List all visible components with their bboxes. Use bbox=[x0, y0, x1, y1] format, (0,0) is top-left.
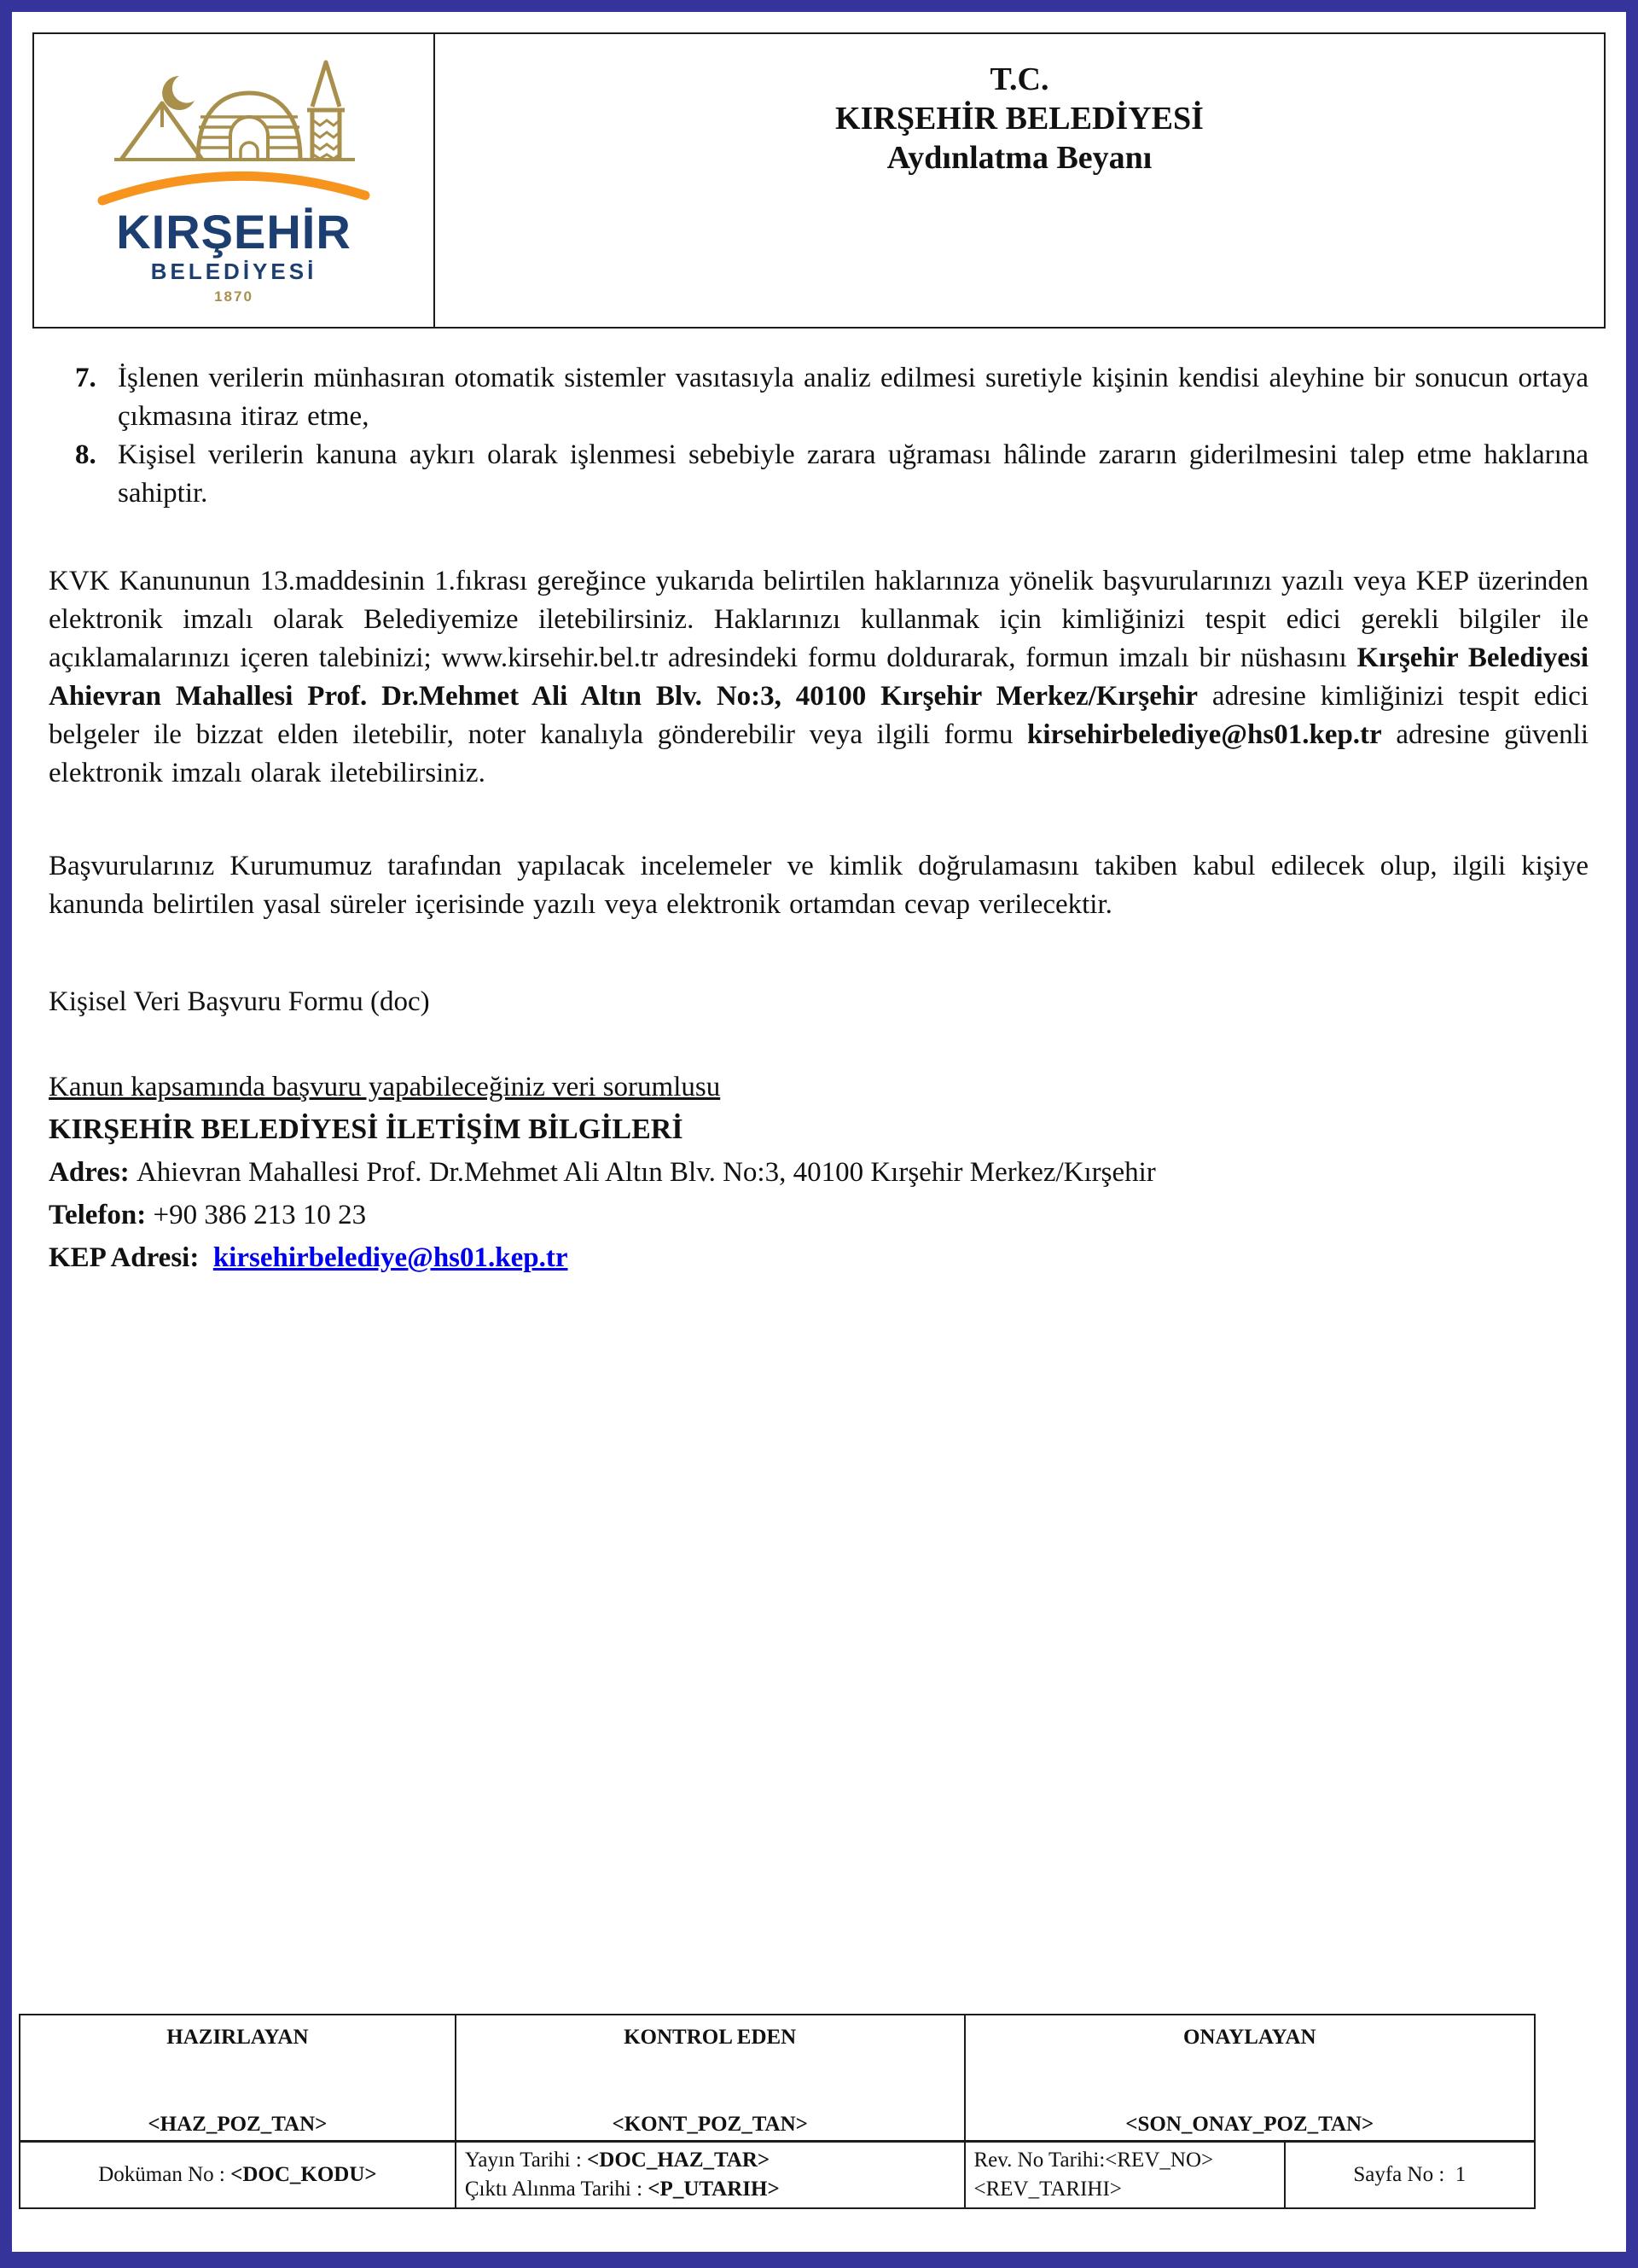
contact-info-heading: KIRŞEHİR BELEDİYESİ İLETİŞİM BİLGİLERİ bbox=[49, 1114, 683, 1145]
municipality-address-bold: Kırşehir Belediyesi Ahievran Mahallesi Prof. Dr.Mehmet Ali Altın Blv. No:3, 40100 Kırşehir Merkez/Kırşehir bbox=[49, 643, 1589, 712]
title-tc: T.C. bbox=[990, 61, 1049, 97]
kontrol-eden-title: KONTROL EDEN bbox=[624, 2026, 797, 2049]
dokuman-no-value: <DOC_KODU> bbox=[230, 2163, 377, 2186]
logo-cell bbox=[34, 34, 435, 327]
document-meta-row bbox=[20, 2143, 1534, 2207]
hazirlayan-placeholder: <HAZ_POZ_TAN> bbox=[148, 2113, 328, 2136]
municipality-logo-icon bbox=[97, 50, 370, 311]
orange-arc bbox=[102, 176, 365, 201]
data-controller-heading: Kanun kapsamında başvuru yapabileceğiniz veri sorumlusu bbox=[49, 1072, 721, 1102]
sayfa-no-value: 1 bbox=[1455, 2163, 1467, 2186]
hazirlayan-cell bbox=[20, 2015, 456, 2140]
rev-tarihi-line: <REV_TARIHI> bbox=[973, 2178, 1122, 2201]
title-municipality: KIRŞEHİR BELEDİYESİ bbox=[835, 101, 1204, 137]
onaylayan-cell bbox=[966, 2015, 1535, 2140]
logo-year: 1870 bbox=[214, 288, 253, 305]
approval-footer-table bbox=[19, 2014, 1536, 2209]
kvk-application-paragraph bbox=[49, 562, 1589, 793]
cikti-tarihi-value: <P_UTARIH> bbox=[648, 2178, 780, 2201]
list-item bbox=[75, 359, 1589, 436]
dokuman-no-cell bbox=[20, 2143, 456, 2207]
cikti-tarihi-label: Çıktı Alınma Tarihi : bbox=[464, 2178, 648, 2201]
kvk-paragraph-text: KVK Kanununun 13.maddesinin 1.fıkrası gereğince yukarıda belirtilen haklarınıza yönelik başvurularınızı yazılı veya KEP üzerinden elektronik imzalı olarak Belediyemize iletebilirsiniz. Haklarınızı kullanmak için kimliğinizi tespit edici gerekli bilgiler ile açıklamalarınızı içeren talebinizi; www.kirsehir.bel.tr adresindeki formu doldurarak, formun imzalı bir nüshasını bbox=[49, 566, 1589, 673]
kvk-paragraph-text: adresine güvenli elektronik imzalı olarak iletebilirsiniz. bbox=[49, 719, 1589, 788]
list-item-text: Kişisel verilerin kanuna aykırı olarak işlenmesi sebebiyle zarara uğraması hâlinde zararın giderilmesini talep etme haklarına sahiptir. bbox=[118, 439, 1589, 509]
yayin-tarihi-value: <DOC_HAZ_TAR> bbox=[587, 2149, 770, 2172]
list-item-text: İşlenen verilerin münhasıran otomatik sistemler vasıtasıyla analiz edilmesi suretiyle kişinin kendisi aleyhine bir sonucun ortaya çıkmasına itiraz etme, bbox=[118, 363, 1589, 432]
kvk-paragraph-text: adresine kimliğinizi tespit edici belgeler ile bizzat elden iletebilir, noter kanalıyla gönderebilir veya ilgili formu bbox=[49, 681, 1589, 750]
list-item-number: 8. bbox=[75, 439, 96, 470]
yayin-tarihi-label: Yayın Tarihi : bbox=[464, 2149, 588, 2172]
kep-email-bold: kirsehirbelediye@hs01.kep.tr bbox=[1027, 719, 1382, 750]
logo-name: KIRŞEHİR bbox=[116, 205, 351, 259]
address-value: Ahievran Mahallesi Prof. Dr.Mehmet Ali Altın Blv. No:3, 40100 Kırşehir Merkez/Kırşehir bbox=[136, 1157, 1156, 1188]
list-item-number: 7. bbox=[75, 363, 96, 393]
rev-no-line: Rev. No Tarihi:<REV_NO> bbox=[973, 2149, 1214, 2172]
tarih-cell bbox=[456, 2143, 966, 2207]
application-review-paragraph: Başvurularınız Kurumumuz tarafından yapılacak incelemeler ve kimlik doğrulamasını takiben kabul edilecek olup, ilgili kişiye kanunda belirtilen yasal süreler içerisinde yazılı veya elektronik ortamdan cevap verilecektir. bbox=[49, 851, 1589, 920]
phone-label: Telefon: bbox=[49, 1200, 154, 1230]
onaylayan-placeholder: <SON_ONAY_POZ_TAN> bbox=[1125, 2113, 1374, 2136]
onaylayan-title: ONAYLAYAN bbox=[1182, 2026, 1316, 2049]
title-doc-type: Aydınlatma Beyanı bbox=[886, 140, 1153, 176]
sayfa-no-cell bbox=[1286, 2143, 1534, 2207]
address-line bbox=[49, 1151, 1589, 1194]
header-table bbox=[32, 32, 1606, 329]
kontrol-eden-placeholder: <KONT_POZ_TAN> bbox=[612, 2113, 808, 2136]
kep-email-link[interactable]: kirsehirbelediye@hs01.kep.tr bbox=[212, 1242, 568, 1273]
logo-subtitle: BELEDİYESİ bbox=[150, 259, 317, 284]
crescent-icon bbox=[162, 76, 195, 110]
kontrol-eden-cell bbox=[456, 2015, 966, 2140]
document-title-block bbox=[435, 34, 1604, 327]
kep-line bbox=[49, 1236, 1589, 1279]
hazirlayan-title: HAZIRLAYAN bbox=[166, 2026, 309, 2049]
revizyon-cell bbox=[966, 2143, 1286, 2207]
approval-row bbox=[20, 2015, 1534, 2143]
list-item bbox=[75, 436, 1589, 513]
phone-line bbox=[49, 1194, 1589, 1236]
rights-list bbox=[75, 359, 1589, 513]
kep-label: KEP Adresi: bbox=[49, 1242, 206, 1273]
address-label: Adres: bbox=[49, 1157, 136, 1188]
application-form-line: Kişisel Veri Başvuru Formu (doc) bbox=[49, 986, 430, 1017]
phone-value: +90 386 213 10 23 bbox=[153, 1200, 367, 1230]
sayfa-no-label: Sayfa No : bbox=[1353, 2163, 1445, 2186]
dokuman-no-label: Doküman No : bbox=[98, 2163, 231, 2186]
